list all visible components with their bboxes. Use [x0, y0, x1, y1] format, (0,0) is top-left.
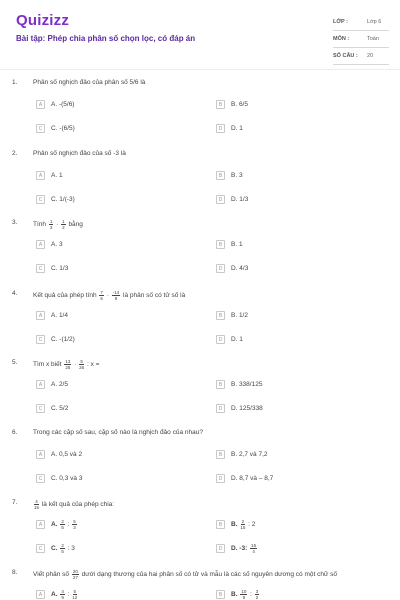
fraction-denominator: 26 — [79, 365, 85, 370]
fraction-denominator: 3 — [73, 525, 76, 530]
option-letter-badge: D — [216, 544, 225, 553]
question-text-part: Kết quả của phép tính — [33, 292, 97, 300]
question-number: 2. — [12, 150, 18, 157]
question-number: 6. — [12, 429, 18, 436]
fraction-numerator: 5 — [80, 359, 83, 364]
option-text: A. $\frac{4}{9}$ : $\frac{5}{12}$ — [51, 589, 78, 600]
question-text-part: là phân số có tử số là — [121, 292, 186, 300]
option-text: B. 338/125 — [231, 381, 263, 388]
option-letter-badge: B — [216, 590, 225, 599]
answer-option-b[interactable] — [216, 99, 248, 110]
page-title: Bài tập: Phép chia phân số chọn lọc, có đáp án — [16, 34, 196, 43]
answer-option-d[interactable] — [216, 194, 248, 205]
option-letter-badge: A — [36, 240, 45, 249]
option-text: A. -(5/6) — [51, 101, 75, 108]
fraction-numerator: 10 — [241, 589, 247, 594]
question-text — [33, 79, 145, 86]
meta-row-subject — [333, 31, 389, 48]
meta-key: MÔN : — [333, 36, 350, 42]
question-text-part: Trong các cặp số sau, cặp số nào là nghịch đảo của nhau? — [33, 429, 203, 436]
question-text: Tính $\frac{1}{3}$ · $\frac{1}{2}$ bằng — [33, 219, 83, 230]
answer-option-d[interactable] — [216, 334, 243, 345]
fraction-denominator: 2 — [255, 595, 259, 600]
option-letter-badge: B — [216, 520, 225, 529]
question-text — [33, 569, 337, 580]
fraction — [49, 219, 54, 230]
answer-option-a[interactable] — [36, 170, 63, 181]
option-text: A. $\frac{2}{5}$ : $\frac{5}{3}$ — [51, 519, 76, 530]
option-label: A. — [51, 591, 60, 599]
question-header — [0, 569, 400, 581]
option-letter-badge: D — [216, 474, 225, 483]
question-number: 5. — [12, 359, 18, 366]
answer-option-c[interactable] — [36, 334, 75, 345]
fraction — [60, 543, 65, 554]
option-letter-badge: B — [216, 100, 225, 109]
fraction-denominator: 6 — [100, 296, 103, 301]
option-letter-badge: A — [36, 311, 45, 320]
answer-option-b[interactable] — [216, 449, 268, 460]
fraction-numerator: 5 — [73, 589, 77, 594]
option-letter-badge: D — [216, 335, 225, 344]
option-letter-badge: D — [216, 195, 225, 204]
fraction-numerator: 1 — [49, 219, 53, 224]
fraction-denominator: 9 — [242, 595, 246, 600]
option-text: D. 4/3 — [231, 265, 249, 272]
fraction — [34, 499, 39, 510]
question-text — [33, 499, 114, 510]
meta-row-count — [333, 48, 389, 65]
answer-option-d[interactable] — [216, 263, 248, 274]
option-label: B. — [231, 521, 240, 529]
option-text: C. -(1/2) — [51, 336, 75, 343]
answer-option-a[interactable] — [36, 99, 74, 110]
option-letter-badge: D — [216, 264, 225, 273]
question-text: Tìm x biết $\frac{13}{25}$ · $\frac{5}{26}$ : x = — [33, 359, 100, 370]
answer-option-a[interactable] — [36, 589, 78, 600]
fraction — [79, 359, 84, 370]
option-text: A. 3 — [51, 241, 63, 248]
fraction — [240, 589, 247, 600]
option-letter-badge: B — [216, 171, 225, 180]
meta-value: Lớp 6 — [367, 19, 382, 25]
question-text-part: bằng — [66, 221, 83, 229]
question-header — [0, 150, 400, 162]
question-text-part: dưới dạng thương của hai phân số có tử và mẫu là các số nguyên dương có một chữ số — [79, 571, 337, 579]
option-label: B. — [231, 591, 240, 599]
fraction — [250, 543, 257, 554]
option-text: D. 1 — [231, 125, 243, 132]
option-label: D. -3: — [231, 545, 250, 553]
option-text — [231, 543, 258, 554]
fraction-numerator: 4 — [61, 589, 64, 594]
fraction-numerator: -14 — [112, 290, 120, 295]
option-letter-badge: B — [216, 450, 225, 459]
option-text: C. 1/3 — [51, 265, 69, 272]
option-letter-badge: B — [216, 240, 225, 249]
option-letter-badge: C — [36, 474, 45, 483]
option-letter-badge: A — [36, 450, 45, 459]
option-letter-badge: C — [36, 264, 45, 273]
option-text: B. 6/5 — [231, 101, 248, 108]
option-letter-badge: D — [216, 404, 225, 413]
option-text: B. 3 — [231, 172, 243, 179]
fraction-numerator: 4 — [35, 499, 38, 504]
question-header — [0, 79, 400, 91]
question-text-part: : x = — [85, 361, 100, 369]
answer-option-d[interactable] — [216, 543, 258, 554]
meta-key: LỚP : — [333, 19, 348, 25]
fraction-denominator: 27 — [72, 575, 78, 580]
fraction-numerator: 1 — [62, 219, 65, 224]
fraction-numerator: 2 — [61, 543, 64, 548]
fraction-denominator: 15 — [34, 505, 40, 510]
option-letter-badge: A — [36, 380, 45, 389]
option-text: A. 2/5 — [51, 381, 68, 388]
option-letter-badge: D — [216, 124, 225, 133]
fraction-denominator: 2 — [62, 225, 65, 230]
option-text: D. 8,7 và – 8,7 — [231, 475, 274, 482]
answer-option-c[interactable] — [36, 403, 68, 414]
fraction — [255, 589, 260, 600]
answer-option-c[interactable] — [36, 473, 82, 484]
fraction — [64, 359, 71, 370]
question-text: Kết quả của phép tính $\frac{7}{6}$ · $\frac{-14}{9}$ là phân số có tử số là — [33, 290, 186, 301]
question-number: 8. — [12, 569, 18, 576]
answer-option-d[interactable] — [216, 123, 243, 134]
answer-option-b[interactable] — [216, 589, 260, 600]
option-text: A. 1 — [51, 172, 63, 179]
option-text: A. 1/4 — [51, 312, 68, 319]
fraction — [60, 519, 65, 530]
fraction — [99, 290, 104, 301]
fraction — [60, 589, 65, 600]
option-text: B. 2,7 và 7,2 — [231, 451, 268, 458]
fraction-denominator: 15 — [240, 525, 246, 530]
fraction-denominator: 5 — [61, 525, 64, 530]
answer-option-c[interactable] — [36, 263, 68, 274]
fraction-denominator: 12 — [72, 595, 78, 600]
fraction-denominator: 9 — [114, 296, 118, 301]
option-text: B. $\frac{2}{15}$ : 2 — [231, 519, 256, 530]
question-number: 4. — [12, 290, 18, 297]
answer-option-a[interactable] — [36, 239, 63, 250]
option-label: C. — [51, 545, 60, 553]
option-letter-badge: B — [216, 311, 225, 320]
fraction-numerator: 2 — [61, 519, 64, 524]
fraction — [240, 519, 245, 530]
fraction-denominator: 25 — [65, 365, 71, 370]
answer-option-a[interactable] — [36, 519, 78, 530]
answer-option-c[interactable] — [36, 123, 75, 134]
meta-value: 20 — [367, 53, 374, 59]
question-header — [0, 429, 400, 441]
fraction-numerator: 20 — [72, 569, 78, 574]
option-text: D. 1 — [231, 336, 243, 343]
question-number: 7. — [12, 499, 18, 506]
question-text-part: Tính — [33, 221, 47, 229]
fraction-numerator: 5 — [73, 519, 76, 524]
meta-value: Toán — [367, 36, 379, 42]
fraction-denominator: 5 — [61, 549, 64, 554]
answer-option-b[interactable] — [216, 519, 255, 530]
option-text: C. -(6/5) — [51, 125, 75, 132]
question-text-part: là kết quả của phép chia: — [41, 501, 115, 509]
question-header — [0, 359, 400, 371]
question-text-part: Tìm x biết — [33, 361, 62, 369]
meta-row-class — [333, 14, 389, 31]
answer-option-d[interactable] — [216, 473, 273, 484]
question-header — [0, 290, 400, 302]
option-text: C. 0,3 và 3 — [51, 475, 83, 482]
option-text: D. 1/3 — [231, 196, 249, 203]
question-header — [0, 499, 400, 511]
question-text-part: Viết phân số — [33, 571, 70, 579]
fraction-numerator: 13 — [65, 359, 71, 364]
option-letter-badge: C — [36, 404, 45, 413]
fraction — [72, 519, 77, 530]
fraction — [72, 569, 79, 580]
option-letter-badge: A — [36, 171, 45, 180]
fraction-numerator: 3 — [255, 589, 259, 594]
fraction-denominator: 9 — [61, 595, 64, 600]
question-header — [0, 219, 400, 231]
fraction-numerator: 2 — [241, 519, 245, 524]
option-text: C. 1/(-3) — [51, 196, 75, 203]
answer-option-b[interactable] — [216, 379, 262, 390]
meta-key: SỐ CÂU : — [333, 53, 358, 59]
fraction-denominator: 4 — [252, 549, 255, 554]
option-letter-badge: B — [216, 380, 225, 389]
option-letter-badge: C — [36, 544, 45, 553]
option-letter-badge: C — [36, 124, 45, 133]
option-text: B. $\frac{10}{9}$ : $\frac{3}{2}$ — [231, 589, 259, 600]
option-text: B. 1/2 — [231, 312, 248, 319]
answer-option-d[interactable] — [216, 403, 263, 414]
fraction-numerator: 7 — [100, 290, 103, 295]
option-letter-badge: A — [36, 520, 45, 529]
option-text: C. 5/2 — [51, 405, 69, 412]
question-text-part: Phân số nghịch đảo của số -3 là — [33, 150, 126, 157]
option-text: C. $\frac{2}{5}$ : 3 — [51, 543, 75, 554]
answer-option-c[interactable] — [36, 194, 75, 205]
option-letter-badge: A — [36, 590, 45, 599]
question-text — [33, 429, 203, 436]
question-text — [33, 150, 126, 157]
option-letter-badge: C — [36, 335, 45, 344]
answer-option-b[interactable] — [216, 170, 243, 181]
option-letter-badge: A — [36, 100, 45, 109]
answer-option-b[interactable] — [216, 239, 243, 250]
answer-option-a[interactable] — [36, 310, 68, 321]
option-text: D. 125/338 — [231, 405, 263, 412]
question-number: 1. — [12, 79, 18, 86]
option-text: B. 1 — [231, 241, 243, 248]
fraction — [112, 290, 121, 301]
answer-option-b[interactable] — [216, 310, 248, 321]
answer-option-a[interactable] — [36, 449, 82, 460]
fraction-numerator: 15 — [251, 543, 257, 548]
answer-option-a[interactable] — [36, 379, 68, 390]
fraction — [61, 219, 66, 230]
quizizz-logo: Quizizz — [16, 12, 70, 29]
answer-option-c[interactable] — [36, 543, 75, 554]
option-text: A. 0,5 và 2 — [51, 451, 83, 458]
option-label: A. — [51, 521, 60, 529]
question-number: 3. — [12, 219, 18, 226]
fraction — [72, 589, 77, 600]
header-divider — [0, 69, 400, 70]
fraction-denominator: 3 — [49, 225, 53, 230]
meta-table — [333, 14, 389, 65]
option-letter-badge: C — [36, 195, 45, 204]
question-text-part: Phân số nghịch đảo của phân số 5/6 là — [33, 79, 146, 86]
